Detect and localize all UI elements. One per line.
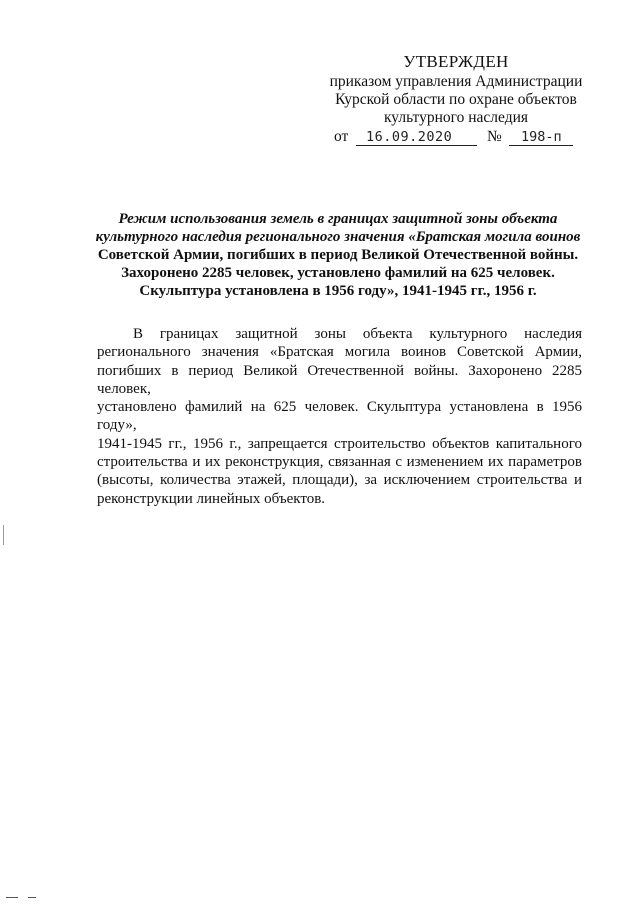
order-number-field (509, 128, 573, 146)
approval-line-3: культурного наследия (383, 109, 529, 126)
body-line-4: установлено фамилий на 625 человек. Скульптура установлена в 1956 году», (97, 399, 582, 434)
order-number-label: № (487, 128, 502, 145)
body-line-1: В границах защитной зоны объекта культурного наследия (133, 326, 582, 342)
body-paragraph (97, 325, 582, 508)
heading-line-2: культурного наследия регионального значения «Братская могила воинов (95, 229, 581, 245)
scan-bottom-mark-right (28, 897, 36, 898)
heading-line-4: Захоронено 2285 человек, установлено фамилий на 625 человек. (121, 265, 555, 281)
body-line-7: (высоты, количества этажей, площади), за исключением строительства и (97, 472, 582, 489)
scan-margin-mark (3, 525, 4, 545)
body-line-6: строительства и их реконструкция, связанная с изменением их параметров (97, 454, 582, 471)
body-line-2: регионального значения «Братская могила воинов Советской Армии, (97, 344, 582, 361)
body-line-3: погибших в период Великой Отечественной войны. Захоронено 2285 человек, (97, 362, 582, 397)
heading-line-1: Режим использования земель в границах защитной зоны объекта (118, 211, 558, 227)
order-from-label: от (334, 128, 349, 145)
approval-line-1: приказом управления Администрации (329, 73, 583, 90)
heading-line-3: Советской Армии, погибших в период Великой Отечественной войны. (97, 247, 579, 263)
heading-line-5: Скульптура установлена в 1956 году», 1941-1945 гг., 1956 г. (139, 283, 537, 299)
body-line-8: реконструкции линейных объектов. (97, 490, 326, 507)
order-number: 198-п (521, 129, 562, 145)
approval-line-2: Курской области по охране объектов (335, 91, 577, 108)
order-reference (334, 128, 584, 148)
order-date-field (356, 128, 477, 146)
order-date: 16.09.2020 (366, 129, 453, 145)
document-heading (78, 210, 598, 300)
body-line-5: 1941-1945 гг., 1956 г., запрещается строительство объектов капитального (97, 435, 582, 452)
scan-bottom-mark-left (6, 897, 18, 898)
approval-title: УТВЕРЖДЕН (403, 52, 509, 71)
approval-block (318, 53, 594, 127)
